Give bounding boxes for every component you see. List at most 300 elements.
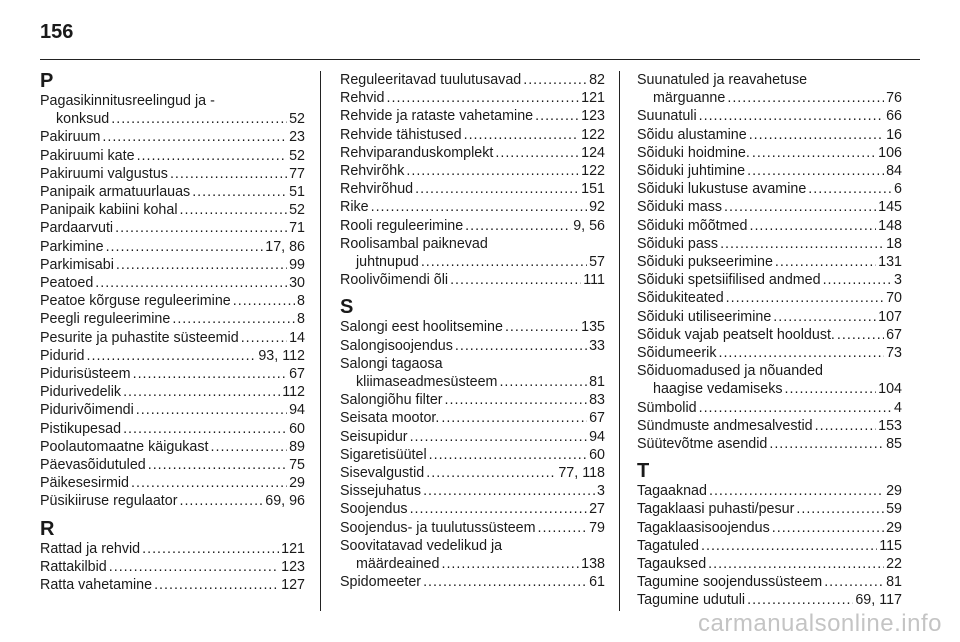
index-term: Pidurisüsteem bbox=[40, 366, 131, 383]
dot-leader bbox=[769, 435, 884, 453]
page-reference: 104 bbox=[878, 381, 902, 398]
index-term: Rehviparanduskomplekt bbox=[340, 144, 494, 161]
section-letter: R bbox=[40, 517, 55, 540]
dot-leader bbox=[116, 256, 287, 274]
dot-leader bbox=[499, 373, 587, 391]
page-reference: 153 bbox=[878, 417, 902, 434]
page-number: 156 bbox=[40, 21, 74, 43]
page-reference: 29 bbox=[289, 475, 305, 492]
index-entry bbox=[40, 238, 305, 256]
page-reference: 3 bbox=[597, 483, 605, 500]
section-letter: T bbox=[637, 460, 650, 483]
index-term: Sõiduki mass bbox=[637, 199, 723, 216]
dot-leader bbox=[747, 162, 884, 180]
dot-leader bbox=[410, 428, 588, 446]
index-entry bbox=[340, 409, 605, 427]
index-entry bbox=[40, 438, 305, 456]
page-reference: 131 bbox=[878, 254, 902, 271]
dot-leader bbox=[815, 417, 877, 435]
index-entry bbox=[637, 362, 902, 398]
index-term: Süütevõtme asendid bbox=[637, 436, 768, 453]
index-entry bbox=[340, 318, 605, 336]
page-reference: 67 bbox=[289, 366, 305, 383]
dot-leader bbox=[505, 318, 579, 336]
index-entry bbox=[40, 347, 305, 365]
index-term: Sõiduki juhtimine bbox=[637, 163, 746, 180]
section-letter: S bbox=[340, 296, 354, 319]
page-reference: 52 bbox=[289, 147, 305, 164]
index-term: Sõiduki mõõtmed bbox=[637, 217, 748, 234]
dot-leader bbox=[148, 456, 287, 474]
index-term: Tagaklaasi puhasti/pesur bbox=[637, 501, 795, 518]
page-reference: 4 bbox=[894, 399, 902, 416]
index-entry bbox=[340, 162, 605, 180]
index-term: haagise vedamiseks bbox=[653, 381, 783, 398]
index-term: Panipaik kabiini kohal bbox=[40, 202, 178, 219]
index-term: konksud bbox=[56, 111, 110, 128]
dot-leader bbox=[131, 474, 287, 492]
page-reference: 79 bbox=[589, 519, 605, 536]
index-entry bbox=[40, 576, 305, 594]
dot-leader bbox=[495, 144, 579, 162]
index-entry bbox=[340, 355, 605, 391]
index-entry bbox=[40, 128, 305, 146]
dot-leader bbox=[823, 271, 892, 289]
index-entry bbox=[637, 344, 902, 362]
dot-leader bbox=[115, 219, 287, 237]
index-entry bbox=[40, 420, 305, 438]
index-term: Sõiduki spetsiifilised andmed bbox=[637, 272, 821, 289]
dot-leader bbox=[464, 126, 580, 144]
dot-leader bbox=[423, 482, 595, 500]
page-reference: 3 bbox=[894, 272, 902, 289]
index-term: Sõiduki utiliseerimine bbox=[637, 308, 772, 325]
dot-leader bbox=[726, 289, 884, 307]
page-reference: 89 bbox=[289, 438, 305, 455]
index-term: Salongiõhu filter bbox=[340, 392, 443, 409]
dot-leader bbox=[123, 420, 287, 438]
index-entry bbox=[340, 126, 605, 144]
index-entry bbox=[40, 147, 305, 165]
page-reference: 99 bbox=[289, 256, 305, 273]
index-term: Rike bbox=[340, 199, 369, 216]
dot-leader bbox=[102, 128, 287, 146]
index-term: Peegli reguleerimine bbox=[40, 311, 171, 328]
page-reference: 23 bbox=[289, 129, 305, 146]
index-term: Ratta vahetamine bbox=[40, 577, 153, 594]
index-term-first-line: Soovitatavad vedelikud ja bbox=[340, 537, 503, 554]
page-reference: 115 bbox=[879, 537, 902, 554]
index-term: Rehvide tähistused bbox=[340, 126, 462, 143]
index-entry bbox=[637, 126, 902, 144]
index-term: kliimaseadmesüsteem bbox=[356, 374, 498, 391]
dot-leader bbox=[233, 292, 295, 310]
dot-leader bbox=[387, 89, 580, 107]
index-term: Sõidukiteated bbox=[637, 290, 724, 307]
page-reference: 75 bbox=[289, 457, 305, 474]
page-reference: 81 bbox=[589, 374, 605, 391]
dot-leader bbox=[241, 329, 287, 347]
index-term: Spidomeeter bbox=[340, 574, 422, 591]
index-entry bbox=[637, 435, 902, 453]
dot-leader bbox=[192, 183, 287, 201]
index-term: Sündmuste andmesalvestid bbox=[637, 417, 813, 434]
dot-leader bbox=[172, 310, 295, 328]
page-reference: 123 bbox=[281, 558, 305, 575]
dot-leader bbox=[180, 201, 288, 219]
index-entry bbox=[340, 391, 605, 409]
dot-leader bbox=[170, 165, 287, 183]
page-reference: 82 bbox=[589, 72, 605, 88]
dot-leader bbox=[415, 180, 579, 198]
index-term: Pakiruumi valgustus bbox=[40, 165, 168, 182]
page-reference: 14 bbox=[289, 329, 305, 346]
page-reference: 66 bbox=[886, 108, 902, 125]
page-reference: 94 bbox=[289, 402, 305, 419]
index-term: Reguleeritavad tuulutusavad bbox=[340, 72, 522, 88]
index-term: Rattad ja rehvid bbox=[40, 540, 141, 557]
page-reference: 76 bbox=[886, 90, 902, 107]
dot-leader bbox=[724, 198, 876, 216]
dot-leader bbox=[772, 519, 884, 537]
index-entry bbox=[637, 144, 902, 162]
page-reference: 93, 112 bbox=[258, 347, 305, 364]
index-column-1 bbox=[40, 71, 305, 594]
index-term: Seisupidur bbox=[340, 428, 408, 445]
index-entry bbox=[340, 107, 605, 125]
dot-leader bbox=[699, 107, 884, 125]
index-term: Pidurid bbox=[40, 347, 85, 364]
index-entry bbox=[637, 198, 902, 216]
page-reference: 69, 117 bbox=[855, 592, 902, 609]
index-entry bbox=[340, 500, 605, 518]
index-term: märguanne bbox=[653, 90, 726, 107]
page-reference: 84 bbox=[886, 163, 902, 180]
page-reference: 124 bbox=[581, 144, 605, 161]
index-term: Rehvirõhk bbox=[340, 163, 405, 180]
index-term: Seisata mootor. bbox=[340, 410, 440, 427]
index-entry bbox=[637, 107, 902, 125]
index-term: Panipaik armatuurlauas bbox=[40, 184, 191, 201]
index-entry bbox=[637, 500, 902, 518]
index-entry bbox=[340, 271, 605, 289]
dot-leader bbox=[445, 391, 588, 409]
page-reference: 127 bbox=[281, 577, 305, 594]
page-reference: 33 bbox=[589, 337, 605, 354]
page-reference: 85 bbox=[886, 436, 902, 453]
index-term: Pesurite ja puhastite süsteemid bbox=[40, 329, 239, 346]
page-reference: 106 bbox=[878, 144, 902, 161]
dot-leader bbox=[749, 217, 876, 235]
index-entry bbox=[637, 289, 902, 307]
page-reference: 16 bbox=[886, 126, 902, 143]
index-term: Sõidumeerik bbox=[637, 345, 717, 362]
dot-leader bbox=[824, 573, 884, 591]
index-entry bbox=[637, 519, 902, 537]
index-entry bbox=[637, 591, 902, 609]
index-entry bbox=[637, 537, 902, 555]
page-reference: 27 bbox=[589, 501, 605, 518]
index-entry bbox=[637, 180, 902, 198]
page-reference: 8 bbox=[297, 293, 305, 310]
dot-leader bbox=[137, 147, 288, 165]
page-reference: 67 bbox=[589, 410, 605, 427]
dot-leader bbox=[441, 555, 579, 573]
dot-leader bbox=[142, 540, 279, 558]
page-reference: 145 bbox=[878, 199, 902, 216]
page-reference: 71 bbox=[289, 220, 305, 237]
page-reference: 9, 56 bbox=[573, 217, 605, 234]
index-term: Rehvid bbox=[340, 90, 385, 107]
page-reference: 94 bbox=[589, 428, 605, 445]
dot-leader bbox=[154, 576, 279, 594]
dot-leader bbox=[796, 500, 884, 518]
dot-leader bbox=[406, 162, 579, 180]
column-divider bbox=[619, 71, 620, 611]
index-entry bbox=[637, 71, 902, 107]
index-term-first-line: Suunatuled ja reavahetuse bbox=[637, 72, 808, 88]
index-entry bbox=[637, 482, 902, 500]
index-term: Päikesesirmid bbox=[40, 475, 129, 492]
page-reference: 52 bbox=[289, 202, 305, 219]
dot-leader bbox=[523, 71, 587, 89]
index-entry bbox=[40, 540, 305, 558]
index-term: Rehvide ja rataste vahetamine bbox=[340, 108, 534, 125]
page-reference: 111 bbox=[583, 272, 605, 289]
watermark: carmanualsonline.info bbox=[698, 610, 942, 637]
index-entry bbox=[637, 162, 902, 180]
page-reference: 92 bbox=[589, 199, 605, 216]
index-term: juhtnupud bbox=[356, 254, 419, 271]
index-entry bbox=[40, 201, 305, 219]
page-reference: 52 bbox=[289, 111, 305, 128]
dot-leader bbox=[421, 253, 587, 271]
page-reference: 148 bbox=[878, 217, 902, 234]
index-term: Sümbolid bbox=[637, 399, 697, 416]
index-entry bbox=[40, 365, 305, 383]
index-entry bbox=[637, 308, 902, 326]
index-entry bbox=[40, 256, 305, 274]
index-entry bbox=[40, 492, 305, 510]
page-reference: 22 bbox=[886, 556, 902, 573]
dot-leader bbox=[701, 537, 877, 555]
dot-leader bbox=[95, 274, 287, 292]
index-entry bbox=[637, 217, 902, 235]
index-term: Tagauksed bbox=[637, 556, 707, 573]
dot-leader bbox=[111, 110, 287, 128]
index-entry bbox=[637, 555, 902, 573]
index-term: Sõiduki lukustuse avamine bbox=[637, 181, 807, 198]
index-entry bbox=[340, 180, 605, 198]
index-term: Sõiduki pass bbox=[637, 235, 719, 252]
dot-leader bbox=[211, 438, 288, 456]
page-reference: 107 bbox=[878, 308, 902, 325]
dot-leader bbox=[727, 89, 884, 107]
page-reference: 6 bbox=[894, 181, 902, 198]
dot-leader bbox=[718, 344, 884, 362]
index-term: Pistikupesad bbox=[40, 420, 122, 437]
dot-leader bbox=[133, 365, 288, 383]
dot-leader bbox=[775, 253, 876, 271]
index-term: Sõiduki pukseerimine bbox=[637, 254, 773, 271]
dot-leader bbox=[752, 144, 876, 162]
index-entry bbox=[637, 573, 902, 591]
page-reference: 122 bbox=[581, 126, 605, 143]
page-reference: 17, 86 bbox=[265, 238, 305, 255]
page-reference: 69, 96 bbox=[265, 493, 305, 510]
index-term: Sõiduki hoidmine. bbox=[637, 144, 750, 161]
index-term: Tagaklaasisoojendus bbox=[637, 519, 770, 536]
index-entry bbox=[40, 292, 305, 310]
index-term: Sõiduk vajab peatselt hooldust. bbox=[637, 326, 835, 343]
index-entry bbox=[340, 71, 605, 89]
page-reference: 135 bbox=[581, 319, 605, 336]
index-entry bbox=[340, 235, 605, 271]
index-term: Pidurivõimendi bbox=[40, 402, 134, 419]
page-reference: 59 bbox=[886, 501, 902, 518]
dot-leader bbox=[535, 107, 579, 125]
index-entry bbox=[40, 165, 305, 183]
dot-leader bbox=[538, 519, 588, 537]
index-term: Salongi eest hoolitsemine bbox=[340, 319, 503, 336]
index-term: Tagatuled bbox=[637, 537, 700, 554]
page-reference: 73 bbox=[886, 345, 902, 362]
index-term: Päevasõidutuled bbox=[40, 457, 146, 474]
index-entry bbox=[340, 337, 605, 355]
index-column-2 bbox=[340, 71, 605, 591]
page-reference: 112 bbox=[282, 384, 305, 401]
index-term: Pardaarvuti bbox=[40, 220, 114, 237]
dot-leader bbox=[87, 347, 257, 365]
index-entry bbox=[340, 144, 605, 162]
index-entry bbox=[340, 519, 605, 537]
index-term: Pakiruumi kate bbox=[40, 147, 135, 164]
index-term: Püsikiiruse regulaator bbox=[40, 493, 178, 510]
dot-leader bbox=[109, 558, 279, 576]
dot-leader bbox=[747, 591, 853, 609]
page-reference: 29 bbox=[886, 519, 902, 536]
dot-leader bbox=[423, 573, 587, 591]
index-entry bbox=[40, 219, 305, 237]
index-term: Sõidu alustamine bbox=[637, 126, 747, 143]
index-term: Peatoed bbox=[40, 275, 94, 292]
column-divider bbox=[320, 71, 321, 611]
index-entry bbox=[340, 482, 605, 500]
dot-leader bbox=[179, 492, 263, 510]
index-entry bbox=[40, 183, 305, 201]
page-reference: 30 bbox=[289, 275, 305, 292]
dot-leader bbox=[450, 271, 581, 289]
page-reference: 18 bbox=[886, 235, 902, 252]
index-entry bbox=[40, 274, 305, 292]
dot-leader bbox=[709, 482, 884, 500]
index-term: Roolivõimendi õli bbox=[340, 272, 449, 289]
page-reference: 29 bbox=[886, 483, 902, 500]
page-reference: 57 bbox=[589, 254, 605, 271]
page-reference: 61 bbox=[589, 574, 605, 591]
index-term-first-line: Sõiduomadused ja nõuanded bbox=[637, 363, 824, 380]
page-reference: 60 bbox=[289, 420, 305, 437]
index-term: Salongisoojendus bbox=[340, 337, 453, 354]
index-term: Parkimisabi bbox=[40, 256, 114, 273]
index-term: Tagaaknad bbox=[637, 483, 707, 500]
dot-leader bbox=[371, 198, 587, 216]
page-reference: 81 bbox=[886, 574, 902, 591]
index-term: Soojendus bbox=[340, 501, 408, 518]
page-reference: 121 bbox=[581, 90, 605, 107]
index-term: Rattakilbid bbox=[40, 558, 107, 575]
index-term: Sigaretisüütel bbox=[340, 446, 427, 463]
dot-leader bbox=[455, 337, 587, 355]
index-term: Pakiruum bbox=[40, 129, 101, 146]
page-reference: 138 bbox=[581, 556, 605, 573]
index-term: Rooli reguleerimine bbox=[340, 217, 464, 234]
page-reference: 77 bbox=[289, 165, 305, 182]
page-reference: 8 bbox=[297, 311, 305, 328]
dot-leader bbox=[429, 446, 587, 464]
page-reference: 67 bbox=[886, 326, 902, 343]
index-term: Tagumine soojendussüsteem bbox=[637, 574, 823, 591]
index-entry bbox=[637, 417, 902, 435]
page-reference: 151 bbox=[581, 181, 605, 198]
index-term: määrdeained bbox=[356, 556, 440, 573]
index-term: Parkimine bbox=[40, 238, 104, 255]
dot-leader bbox=[808, 180, 892, 198]
dot-leader bbox=[708, 555, 884, 573]
dot-leader bbox=[441, 409, 587, 427]
dot-leader bbox=[136, 401, 287, 419]
index-entry bbox=[40, 456, 305, 474]
index-entry bbox=[637, 271, 902, 289]
page-reference: 123 bbox=[581, 108, 605, 125]
dot-leader bbox=[123, 383, 280, 401]
index-entry bbox=[340, 464, 605, 482]
page-reference: 83 bbox=[589, 392, 605, 409]
page-reference: 121 bbox=[281, 540, 305, 557]
index-entry bbox=[40, 92, 305, 128]
page-reference: 60 bbox=[589, 446, 605, 463]
dot-leader bbox=[106, 238, 264, 256]
index-entry bbox=[40, 383, 305, 401]
page-reference: 77, 118 bbox=[558, 465, 605, 482]
dot-leader bbox=[465, 217, 571, 235]
index-column-3 bbox=[637, 71, 902, 610]
index-entry bbox=[340, 573, 605, 591]
dot-leader bbox=[785, 380, 877, 398]
index-term: Soojendus- ja tuulutussüsteem bbox=[340, 519, 536, 536]
section-letter: P bbox=[40, 70, 54, 92]
index-entry bbox=[340, 537, 605, 573]
index-term: Tagumine udutuli bbox=[637, 592, 746, 609]
dot-leader bbox=[410, 500, 588, 518]
index-entry bbox=[40, 329, 305, 347]
dot-leader bbox=[837, 326, 884, 344]
dot-leader bbox=[699, 399, 892, 417]
page-reference: 122 bbox=[581, 163, 605, 180]
index-entry bbox=[340, 198, 605, 216]
index-term: Sissejuhatus bbox=[340, 483, 422, 500]
index-entry bbox=[340, 446, 605, 464]
dot-leader bbox=[426, 464, 556, 482]
page-reference: 51 bbox=[289, 184, 305, 201]
index-term: Poolautomaatne käigukast bbox=[40, 438, 209, 455]
index-term-first-line: Salongi tagaosa bbox=[340, 355, 443, 372]
index-entry bbox=[637, 326, 902, 344]
index-term: Pidurivedelik bbox=[40, 384, 122, 401]
header-rule bbox=[40, 59, 920, 60]
dot-leader bbox=[720, 235, 884, 253]
index-term-first-line: Pagasikinnitusreelingud ja - bbox=[40, 93, 215, 109]
